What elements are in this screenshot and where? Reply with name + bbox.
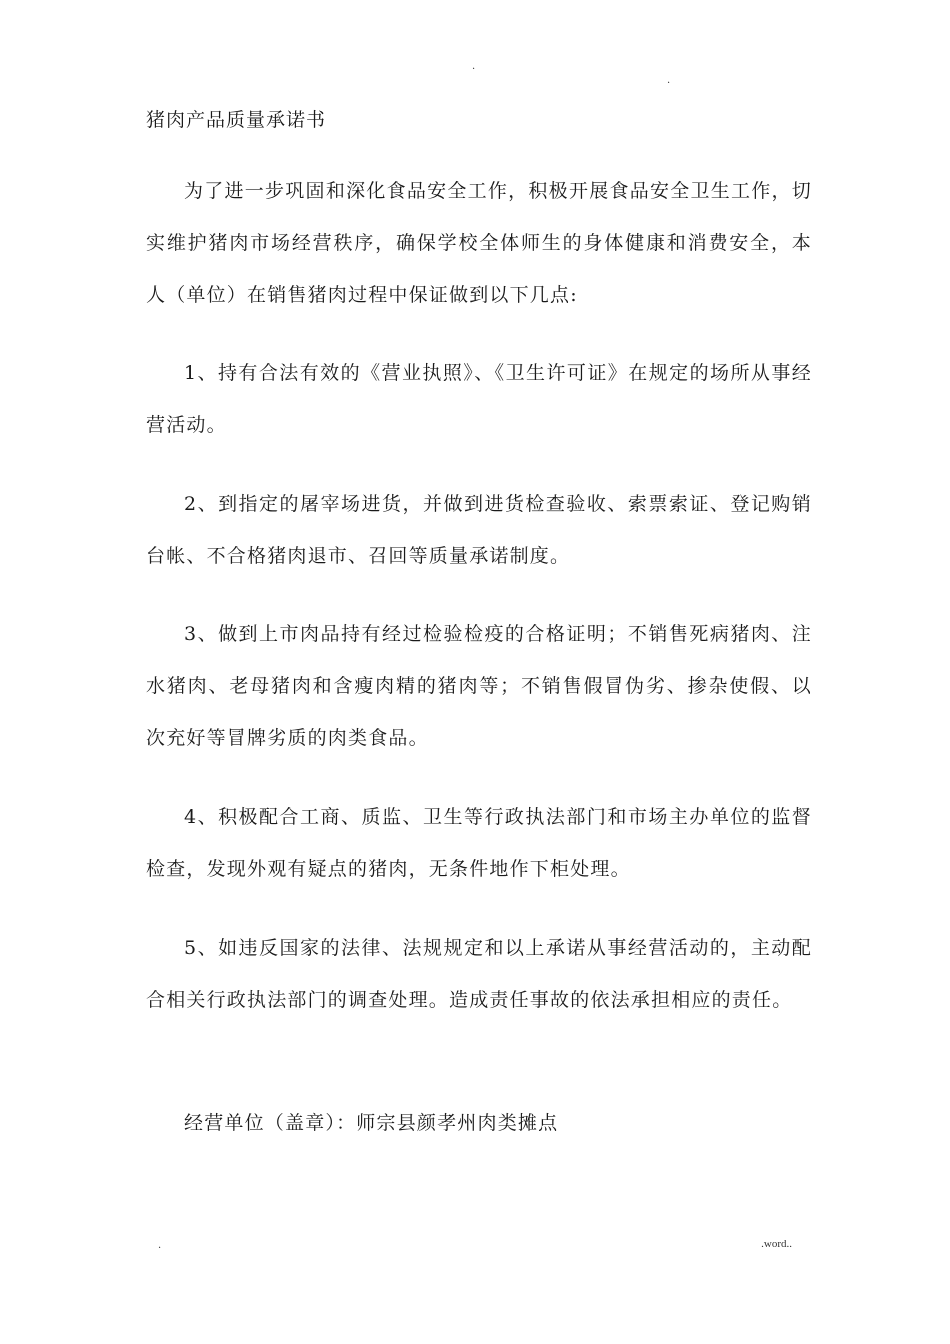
- intro-paragraph: 为了进一步巩固和深化食品安全工作，积极开展食品安全卫生工作，切实维护猪肉市场经营秩序，确保学校全体师生的身体健康和消费安全，本人（单位）在销售猪肉过程中保证做到以下几点:: [146, 180, 812, 306]
- footer-word-label: .word..: [761, 1238, 792, 1250]
- document-title: 猪肉产品质量承诺书: [146, 109, 327, 131]
- header-dot-right: .: [667, 75, 671, 86]
- header-dot-center: .: [472, 61, 476, 72]
- footer-dot: .: [158, 1240, 162, 1251]
- commitment-item-2: 2、到指定的屠宰场进货，并做到进货检查验收、索票索证、登记购销台帐、不合格猪肉退市、召回等质量承诺制度。: [146, 493, 812, 567]
- commitment-item-1: 1、持有合法有效的《营业执照》、《卫生许可证》在规定的场所从事经营活动。: [146, 362, 812, 436]
- commitment-item-5: 5、如违反国家的法律、法规规定和以上承诺从事经营活动的，主动配合相关行政执法部门的调查处理。造成责任事故的依法承担相应的责任。: [146, 937, 812, 1011]
- commitment-item-3: 3、做到上市肉品持有经过检验检疫的合格证明；不销售死病猪肉、注水猪肉、老母猪肉和含瘦肉精的猪肉等；不销售假冒伪劣、掺杂使假、以次充好等冒牌劣质的肉类食品。: [146, 623, 812, 749]
- signature-line: 经营单位（盖章）：师宗县颜孝州肉类摊点: [184, 1112, 559, 1134]
- commitment-item-4: 4、积极配合工商、质监、卫生等行政执法部门和市场主办单位的监督检查，发现外观有疑点的猪肉，无条件地作下柜处理。: [146, 806, 812, 880]
